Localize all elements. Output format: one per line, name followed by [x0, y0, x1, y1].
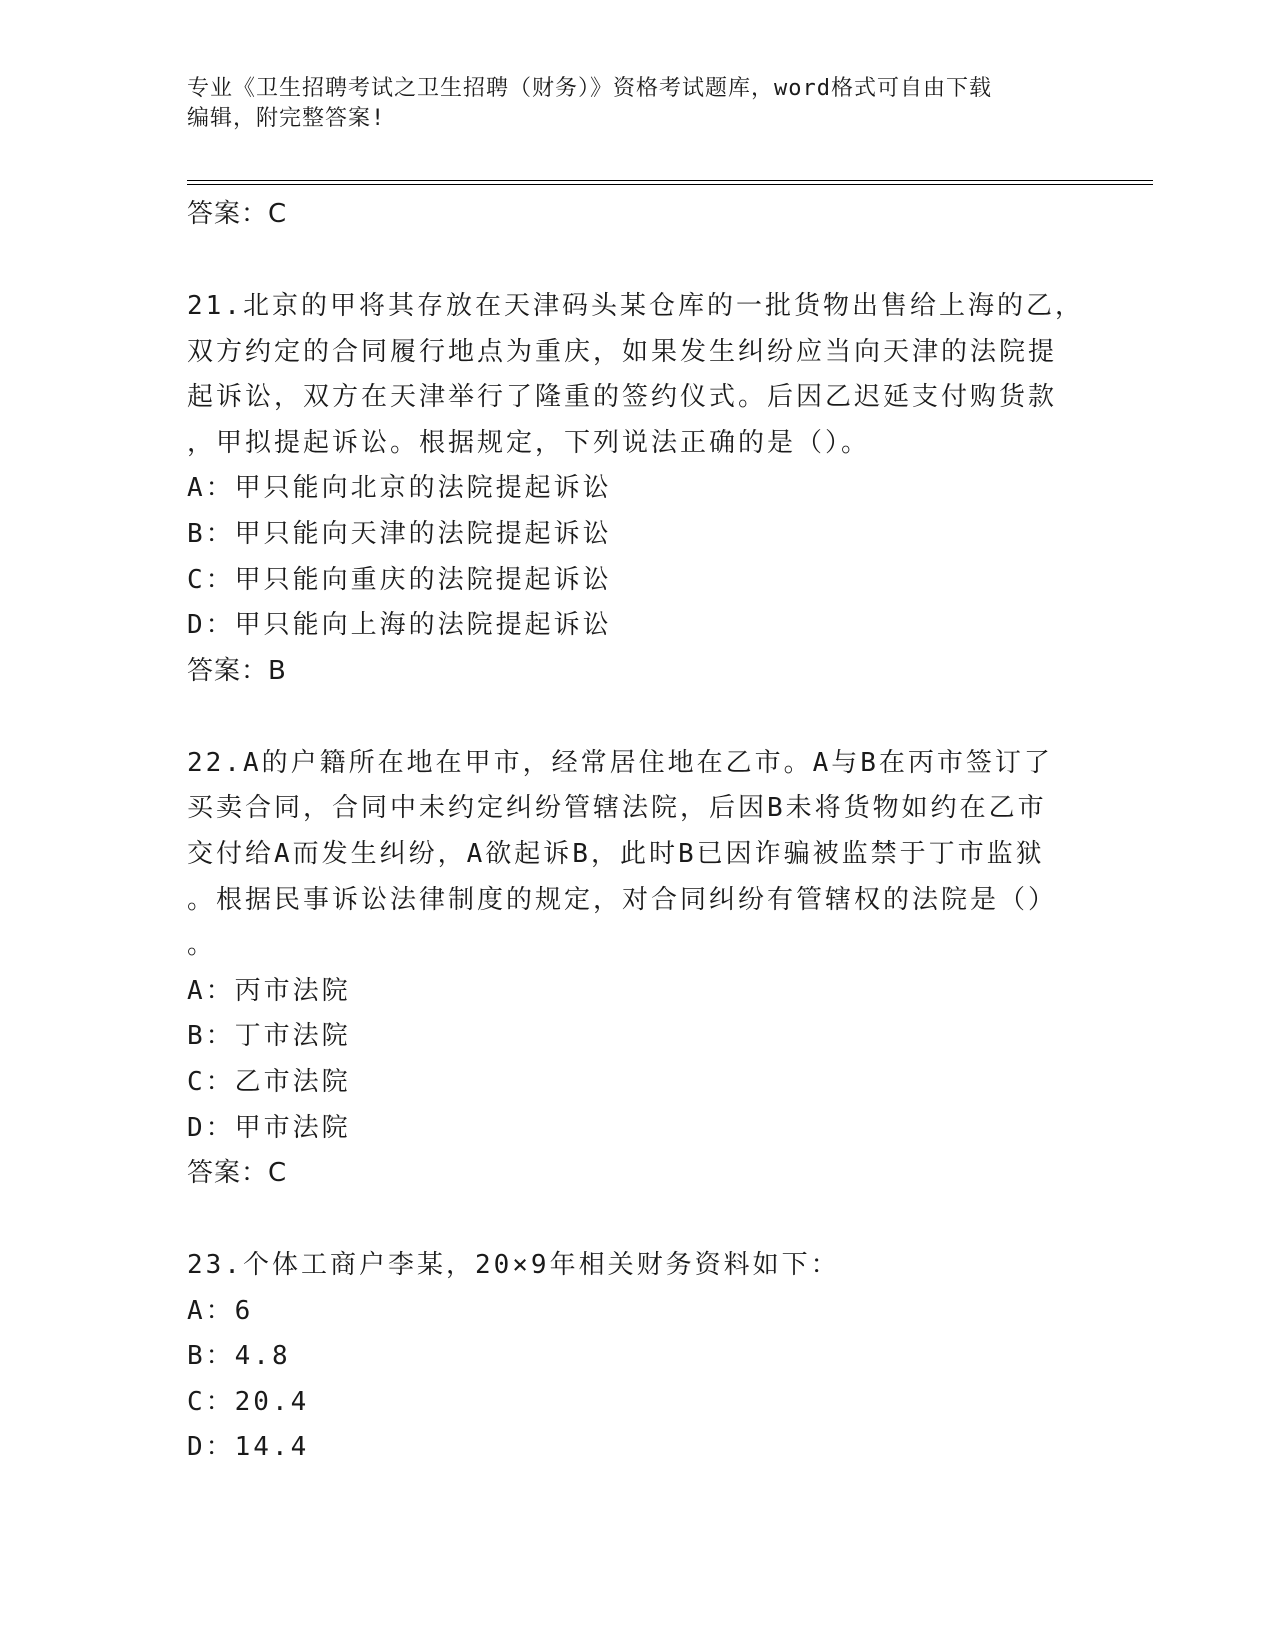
- header-line-1: 专业《卫生招聘考试之卫生招聘（财务）》资格考试题库，word格式可自由下载: [187, 76, 992, 101]
- question-22-answer: 答案：C: [187, 1158, 288, 1189]
- question-21-line-1: 21.北京的甲将其存放在天津码头某仓库的一批货物出售给上海的乙，: [187, 291, 1084, 321]
- question-22-line-4: 。根据民事诉讼法律制度的规定，对合同纠纷有管辖权的法院是（）: [187, 884, 1058, 915]
- question-21-line-2: 双方约定的合同履行地点为重庆，如果发生纠纷应当向天津的法院提: [187, 336, 1058, 367]
- question-21-line-3: 起诉讼，双方在天津举行了隆重的签约仪式。后因乙迟延支付购货款: [187, 382, 1058, 413]
- page-header: [187, 74, 1087, 134]
- answer-previous: 答案：C: [187, 199, 288, 229]
- question-22: [187, 741, 1087, 1195]
- question-21-option-c: C：甲只能向重庆的法院提起诉讼: [187, 564, 612, 595]
- header-line-2: 编辑，附完整答案!: [187, 106, 386, 131]
- question-23-option-c: C：20.4: [187, 1386, 310, 1417]
- question-21-line-4: ，甲拟提起诉讼。根据规定，下列说法正确的是（）。: [187, 427, 871, 458]
- question-22-line-1: 22.A的户籍所在地在甲市，经常居住地在乙市。A与B在丙市签订了: [187, 747, 1053, 778]
- question-23-option-d: D：14.4: [187, 1432, 310, 1463]
- question-22-option-a: A：丙市法院: [187, 975, 351, 1006]
- question-21-option-d: D：甲只能向上海的法院提起诉讼: [187, 610, 612, 641]
- header-rule-top: [187, 180, 1153, 181]
- question-22-line-5: 。: [187, 930, 217, 961]
- question-21-answer: 答案：B: [187, 655, 287, 686]
- question-23: [187, 1243, 1087, 1471]
- document-content: [187, 192, 1087, 1471]
- question-21-option-b: B：甲只能向天津的法院提起诉讼: [187, 518, 612, 549]
- question-23-line-1: 23.个体工商户李某，20×9年相关财务资料如下：: [187, 1250, 840, 1281]
- question-22-option-c: C：乙市法院: [187, 1066, 351, 1097]
- question-23-option-a: A：6: [187, 1295, 254, 1326]
- question-22-line-3: 交付给A而发生纠纷，A欲起诉B，此时B已因诈骗被监禁于丁市监狱: [187, 838, 1045, 869]
- question-21-option-a: A：甲只能向北京的法院提起诉讼: [187, 473, 612, 504]
- question-21: [187, 284, 1087, 693]
- header-rule-bottom: [187, 184, 1153, 185]
- question-22-option-d: D：甲市法院: [187, 1112, 351, 1143]
- question-22-option-b: B：丁市法院: [187, 1021, 351, 1052]
- question-22-line-2: 买卖合同，合同中未约定纠纷管辖法院，后因B未将货物如约在乙市: [187, 793, 1047, 824]
- question-23-option-b: B：4.8: [187, 1341, 291, 1372]
